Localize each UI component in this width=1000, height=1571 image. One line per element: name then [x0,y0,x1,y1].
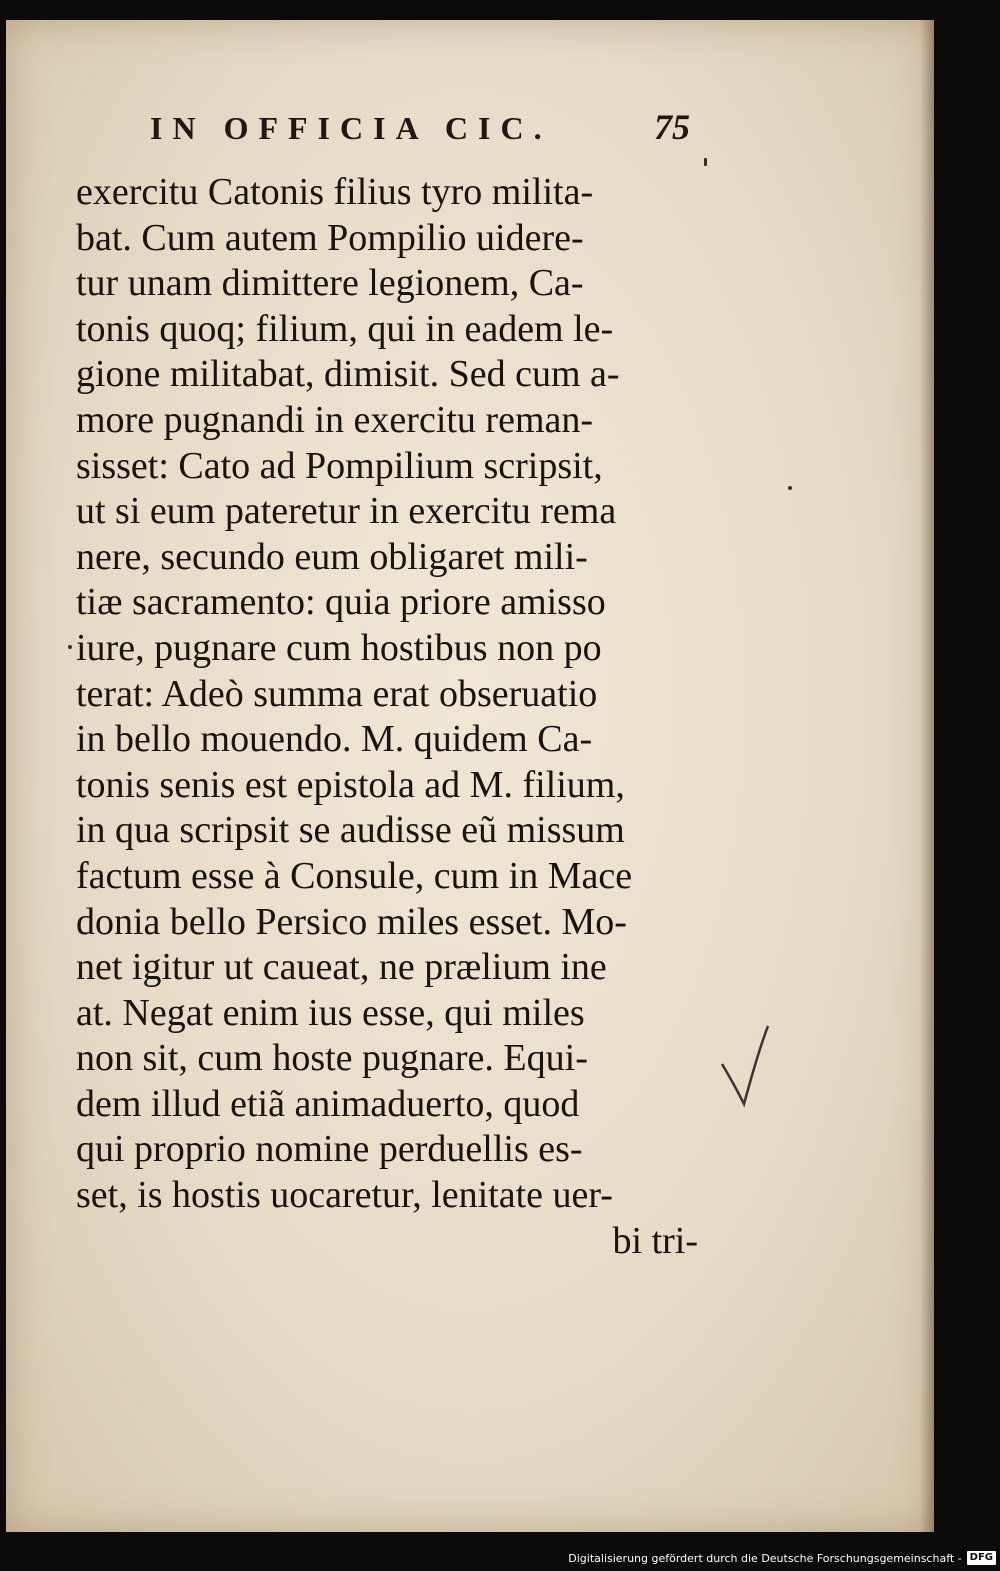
text-line: more pugnandi in exercitu reman- [76,398,594,441]
catchword: bi tri- [612,1219,698,1262]
text-line: bat. Cum autem Pompilio uidere- [76,216,584,259]
page-number: 75 [654,107,690,147]
running-head: IN OFFICIA CIC. [150,110,552,146]
body-text [76,170,706,1264]
text-line: terat: Adeò summa erat obseruatio [76,672,598,715]
text-line: tur unam dimittere legionem, Ca- [76,262,584,305]
text-line: nere, secundo eum obligaret mili- [76,535,588,578]
text-line: exercitu Catonis filius tyro milita- [76,171,594,213]
text-line: set, is hostis uocaretur, lenitate uer- [76,1174,613,1217]
paper-speck [68,645,72,649]
text-line: donia bello Persico miles esset. Mo- [76,900,627,943]
text-line: tiæ sacramento: quia priore amisso [76,581,606,624]
text-line: tonis quoq; filium, qui in eadem le- [76,307,614,350]
text-line: non sit, cum hoste pugnare. Equi- [76,1037,588,1080]
handwritten-checkmark-icon [718,1022,774,1108]
text-line: ut si eum pateretur in exercitu rema [76,490,617,533]
paper-speck [704,158,707,166]
text-line: in bello mouendo. M. quidem Ca- [76,718,593,761]
text-line: tonis senis est epistola ad M. filium, [76,763,625,806]
text-line: net igitur ut caueat, ne prælium ine [76,946,607,989]
page-header [150,107,690,160]
text-line: gione militabat, dimisit. Sed cum a- [76,353,620,396]
text-line: at. Negat enim ius esse, qui miles [76,991,585,1034]
dfg-logo: DFG [967,1551,996,1565]
text-line: sisset: Cato ad Pompilium scripsit, [76,444,603,487]
funding-credit: Digitalisierung gefördert durch die Deutsche Forschungsgemeinschaft - [568,1551,962,1565]
text-line: in qua scripsit se audisse eũ missum [76,809,625,852]
text-line: iure, pugnare cum hostibus non po [76,626,602,669]
text-line: factum esse à Consule, cum in Mace [76,854,633,897]
digitization-footer [560,1549,996,1567]
text-line: qui proprio nomine perduellis es- [76,1128,583,1171]
text-line: dem illud etiã animaduerto, quod [76,1082,580,1125]
paper-speck [788,486,792,490]
